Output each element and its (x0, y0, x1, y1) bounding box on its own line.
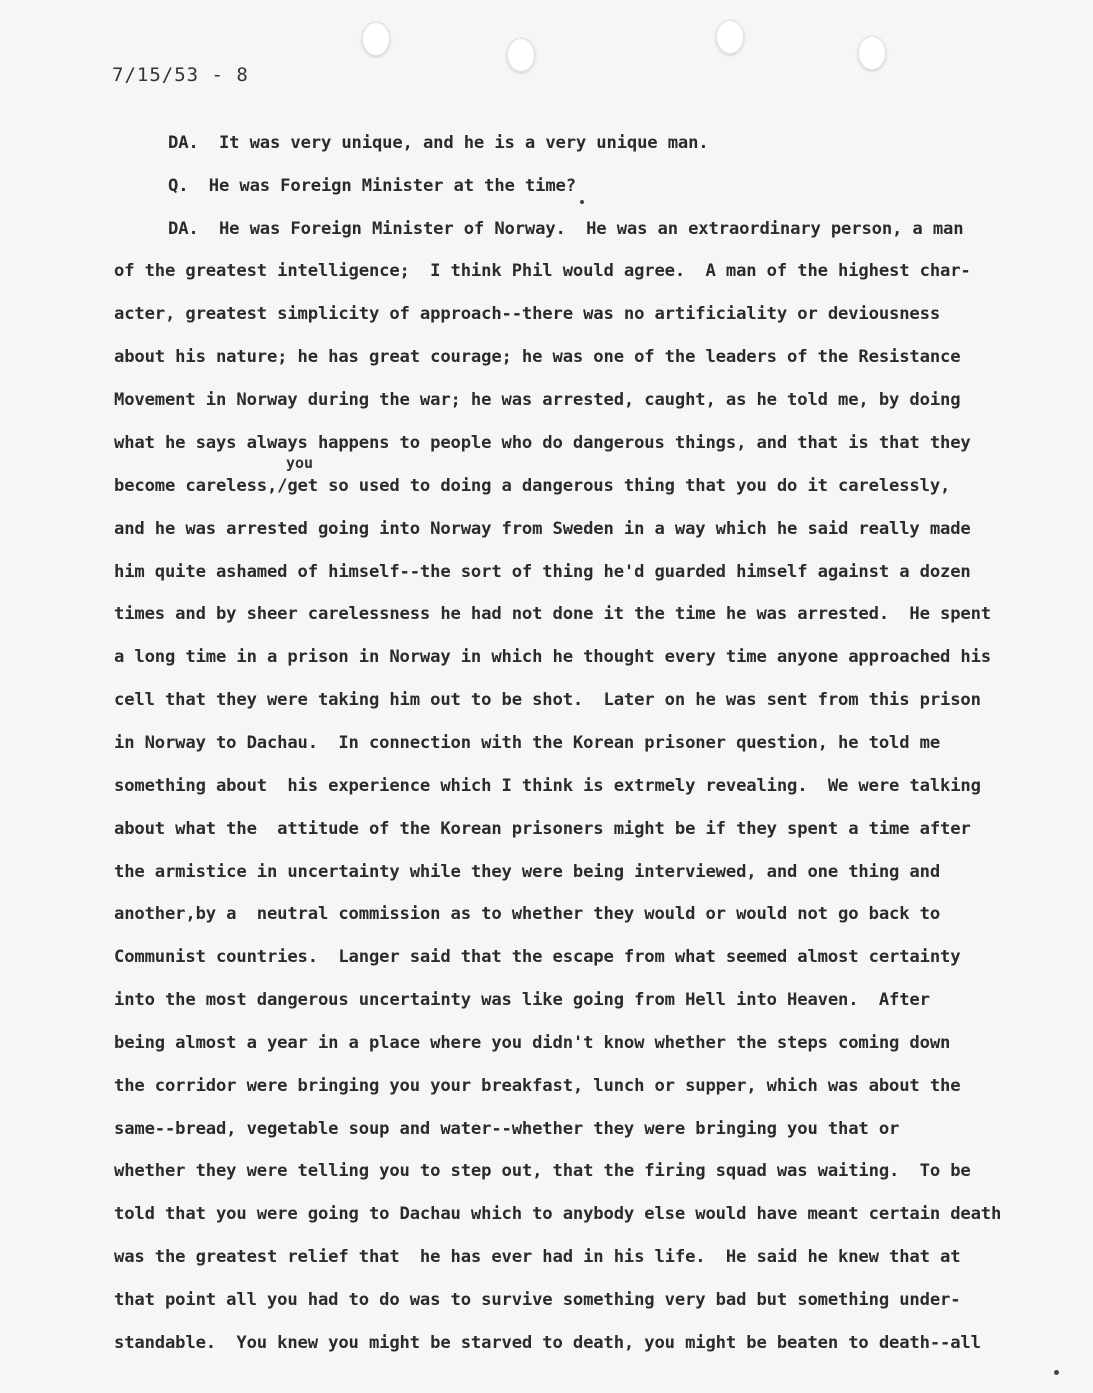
transcript-line: in Norway to Dachau. In connection with the Korean prisoner question, he told me (114, 733, 941, 753)
ink-speck (580, 200, 584, 204)
transcript-line: and he was arrested going into Norway from Sweden in a way which he said really made (114, 519, 971, 539)
transcript-line: Q. He was Foreign Minister at the time? (168, 176, 576, 196)
handwritten-insert: you (286, 454, 314, 472)
transcript-line: of the greatest intelligence; I think Phil would agree. A man of the highest char- (114, 261, 971, 281)
transcript-line: something about his experience which I think is extrmely revealing. We were talking (114, 776, 981, 796)
transcript-line: Movement in Norway during the war; he was arrested, caught, as he told me, by doing (114, 390, 961, 410)
transcript-line: become careless,/get so used to doing a dangerous thing that you do it carelessly, (114, 476, 951, 496)
transcript-line: being almost a year in a place where you didn't know whether the steps coming down (114, 1033, 951, 1053)
transcript-line: times and by sheer carelessness he had not done it the time he was arrested. He spent (114, 604, 992, 624)
transcript-line: told that you were going to Dachau which to anybody else would have meant certain death (114, 1204, 1002, 1224)
punch-hole (507, 38, 535, 72)
transcript-line: cell that they were taking him out to be shot. Later on he was sent from this prison (114, 690, 981, 710)
transcript-line: another,by a neutral commission as to whether they would or would not go back to (114, 904, 941, 924)
transcript-line: the corridor were bringing you your breakfast, lunch or supper, which was about the (114, 1076, 961, 1096)
transcript-line: a long time in a prison in Norway in which he thought every time anyone approached his (114, 647, 992, 667)
transcript-line: standable. You knew you might be starved to death, you might be beaten to death--all (114, 1333, 981, 1353)
transcript-line: about what the attitude of the Korean prisoners might be if they spent a time after (114, 819, 971, 839)
transcript-line: DA. It was very unique, and he is a very unique man. (168, 133, 709, 153)
transcript-line: into the most dangerous uncertainty was like going from Hell into Heaven. After (114, 990, 930, 1010)
transcript-line: DA. He was Foreign Minister of Norway. He was an extraordinary person, a man (168, 219, 964, 239)
transcript-line: Communist countries. Langer said that the escape from what seemed almost certainty (114, 947, 961, 967)
transcript-line: same--bread, vegetable soup and water--whether they were bringing you that or (114, 1119, 900, 1139)
page-reference: 7/15/53 - 8 (112, 64, 249, 86)
transcript-line: whether they were telling you to step out, that the firing squad was waiting. To be (114, 1161, 971, 1181)
punch-hole (858, 36, 886, 70)
ink-speck (1054, 1370, 1059, 1375)
transcript-line: about his nature; he has great courage; he was one of the leaders of the Resistance (114, 347, 961, 367)
transcript-line: the armistice in uncertainty while they were being interviewed, and one thing and (114, 862, 941, 882)
transcript-line: acter, greatest simplicity of approach--there was no artificiality or deviousness (114, 304, 941, 324)
transcript-line: that point all you had to do was to survive something very bad but something under- (114, 1290, 961, 1310)
punch-hole (362, 22, 390, 56)
transcript-line: what he says always happens to people who do dangerous things, and that is that they (114, 433, 971, 453)
transcript-line: was the greatest relief that he has ever had in his life. He said he knew that at (114, 1247, 961, 1267)
punch-hole (716, 20, 744, 54)
transcript-line: him quite ashamed of himself--the sort of thing he'd guarded himself against a dozen (114, 562, 971, 582)
